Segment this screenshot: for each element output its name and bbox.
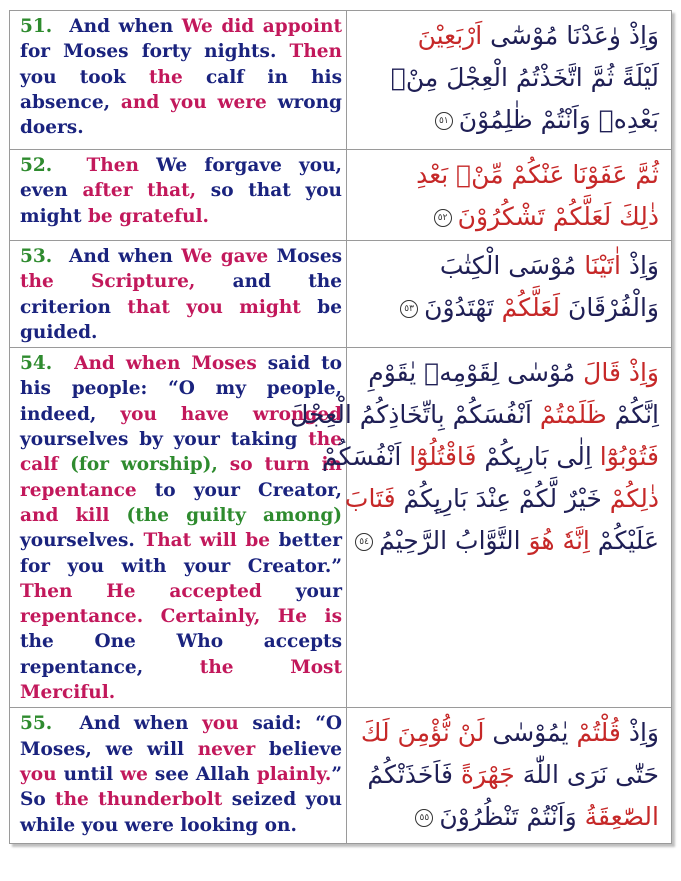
- verse-number: 54.: [20, 353, 53, 375]
- arabic-line: [355, 57, 659, 99]
- translation-segment: to your Creator,: [136, 479, 342, 501]
- translation-segment: until: [56, 763, 121, 785]
- arabic-line: [355, 154, 659, 196]
- arabic-segment: اَرْبَعِيْنَ: [417, 21, 483, 50]
- ayah-number-icon: ٥٢: [434, 209, 452, 227]
- translation-segment: be guided.: [20, 296, 342, 343]
- arabic-segment: وَاَنْتُمْ تَنْظُرُوْنَ: [439, 802, 585, 832]
- arabic-line: [355, 99, 659, 141]
- arabic-segment: اِنَّكُمْ: [606, 400, 659, 430]
- arabic-line: [355, 796, 659, 838]
- arabic-segment: وَاِذْ: [620, 718, 659, 748]
- arabic-line: [322, 436, 659, 478]
- verse-row: [10, 348, 672, 708]
- translation-segment: the: [149, 66, 183, 88]
- translation-segment: the thunderbolt: [55, 789, 223, 811]
- arabic-text: [347, 150, 672, 241]
- translation-segment: We gave: [181, 246, 269, 267]
- translation-segment: And when: [69, 16, 182, 37]
- arabic-segment: جَهْرَةً: [460, 760, 515, 790]
- verse-number: 55.: [20, 713, 53, 735]
- arabic-line: [355, 754, 659, 796]
- english-translation: [10, 241, 347, 348]
- arabic-segment: فَتَابَ: [344, 484, 396, 514]
- translation-segment: seized you while you were looking on.: [20, 789, 343, 836]
- verse-number: 53.: [20, 246, 53, 267]
- arabic-line: [355, 287, 659, 329]
- translation-segment: the calf: [20, 429, 342, 476]
- verse-row: [10, 708, 672, 844]
- arabic-segment: وَاِذْ: [620, 251, 659, 280]
- arabic-segment: قَالَ: [583, 358, 621, 388]
- arabic-line: [355, 712, 659, 754]
- arabic-segment: اَنْفُسَكُمْ: [322, 442, 410, 472]
- arabic-segment: ذٰلِكُمْ: [609, 484, 659, 514]
- translation-segment: after that,: [82, 180, 197, 202]
- arabic-line: [355, 196, 659, 238]
- arabic-segment: عَلَيْكُمْ: [589, 526, 659, 556]
- arabic-segment: اٰتَيْنَا: [584, 251, 621, 280]
- arabic-segment: وَالْفُرْقَانَ: [560, 293, 659, 322]
- arabic-text: [347, 241, 672, 348]
- translation-segment: Moses: [191, 353, 257, 375]
- arabic-segment: اِلٰى بَارِىِٕكُمْ: [476, 442, 600, 472]
- arabic-line: [355, 352, 659, 394]
- arabic-segment: مُوْسَى الْكِتٰبَ: [439, 251, 585, 280]
- translation-segment: ” So: [20, 763, 342, 811]
- translation-segment: so that you might: [20, 180, 342, 227]
- ayah-number-icon: ٥٥: [415, 809, 433, 827]
- arabic-segment: خَيْرٌ لَّكُمْ عِنْدَ بَارِىِٕكُمْ: [395, 484, 610, 514]
- translation-segment: And when: [69, 246, 182, 267]
- translation-segment: Moses: [268, 246, 343, 267]
- translation-segment: We did appoint: [181, 16, 342, 37]
- translation-segment: see Allah: [147, 763, 257, 785]
- english-translation: [10, 708, 347, 844]
- translation-segment: And when: [79, 713, 203, 735]
- translation-segment: yourselves by your taking: [20, 429, 309, 451]
- translation-segment: and the criterion: [20, 271, 342, 318]
- arabic-segment: مُوْسٰى لِقَوْمِهٖ يٰقَوْمِ: [368, 358, 584, 388]
- arabic-segment: لَنْ نُّؤْمِنَ لَكَ: [360, 718, 485, 748]
- arabic-segment: فَاَخَذَتْكُمُ: [367, 760, 461, 790]
- translation-segment: the One Who accepts repentance,: [20, 631, 342, 678]
- translation-segment: Then: [289, 41, 342, 63]
- translation-segment: Then: [86, 155, 139, 176]
- translation-segment: your: [261, 580, 342, 602]
- verse-row: [10, 11, 672, 150]
- verse-number: 51.: [20, 16, 53, 37]
- arabic-segment: ذٰلِكَ لَعَلَّكُمْ تَشْكُرُوْنَ: [457, 202, 659, 231]
- arabic-segment: ثُمَّ عَفَوْنَا عَنْكُمْ مِّنْۢ بَعْدِ: [416, 160, 659, 189]
- translation-segment: and you were: [120, 91, 267, 113]
- translation-segment: you: [20, 763, 57, 785]
- arabic-segment: فَتُوْبُوْٓا: [599, 442, 659, 472]
- translation-segment: never: [197, 738, 256, 760]
- arabic-segment: التَّوَّابُ الرَّحِيْمُ: [379, 526, 529, 556]
- translation-segment: for Moses forty nights.: [20, 41, 290, 63]
- arabic-segment: لَيْلَةً ثُمَّ اتَّخَذْتُمُ الْعِجْلَ مِنْۢ: [390, 63, 659, 92]
- translation-segment: said: “O Moses, we will: [20, 713, 342, 760]
- arabic-segment: ظَلَمْتُمْ: [539, 400, 607, 430]
- arabic-segment: اَنْفُسَكُمْ بِاتِّخَاذِكُمُ الْعِجْلَ: [290, 400, 540, 430]
- verse-table: [9, 10, 672, 844]
- arabic-segment: فَاقْتُلُوْٓا: [409, 442, 477, 472]
- arabic-line: [355, 520, 659, 562]
- arabic-segment: اِنَّهٗ هُوَ: [528, 526, 590, 556]
- verse-row: [10, 241, 672, 348]
- translation-segment: wrong doers.: [20, 91, 342, 139]
- translation-segment: you have wronged: [120, 403, 342, 425]
- verse-row: [10, 150, 672, 241]
- arabic-segment: بَعْدِهٖ وَاَنْتُمْ ظٰلِمُوْنَ: [458, 105, 659, 134]
- translation-segment: the Scripture,: [20, 271, 196, 293]
- arabic-segment: حَتّٰى نَرَى اللّٰهَ: [514, 760, 659, 790]
- arabic-segment: الصّٰعِقَةُ: [584, 802, 659, 832]
- translation-segment: We forgave you, even: [20, 155, 342, 202]
- translation-segment: be grateful.: [87, 205, 209, 227]
- translation-segment: plainly.: [256, 763, 332, 785]
- translation-segment: that you might: [127, 296, 301, 318]
- arabic-line: [290, 394, 659, 436]
- translation-segment: That will be: [143, 530, 271, 552]
- ayah-number-icon: ٥١: [435, 112, 453, 130]
- translation-segment: Then He accepted: [20, 580, 262, 602]
- translation-segment: and kill: [20, 504, 110, 526]
- arabic-segment: يٰمُوْسٰى: [484, 718, 577, 748]
- arabic-segment: وَاِذْ: [620, 358, 659, 388]
- arabic-segment: تَهْتَدُوْنَ: [424, 293, 502, 322]
- translation-segment: (for worship),: [58, 454, 218, 476]
- translation-segment: the Most Merciful.: [20, 656, 342, 704]
- translation-segment: calf in his absence,: [20, 66, 343, 113]
- arabic-text: [347, 708, 672, 844]
- translation-segment: (the guilty among): [109, 504, 343, 526]
- translation-segment: believe: [255, 738, 342, 760]
- translation-segment: repentance. Certainly, He is: [20, 606, 342, 628]
- arabic-line: [355, 245, 659, 287]
- arabic-segment: قُلْتُمْ: [576, 718, 621, 748]
- translation-segment: yourselves.: [20, 530, 144, 552]
- arabic-line: [344, 478, 659, 520]
- verse-number: 52.: [20, 155, 53, 176]
- arabic-segment: وَاِذْ وٰعَدْنَا مُوْسٰٓى: [482, 21, 659, 50]
- arabic-segment: لَعَلَّكُمْ: [501, 293, 561, 322]
- translation-segment: you took: [20, 66, 149, 88]
- ayah-number-icon: ٥٤: [355, 533, 373, 551]
- english-translation: [10, 150, 347, 241]
- translation-segment: we: [120, 763, 148, 785]
- arabic-line: [355, 15, 659, 57]
- arabic-text: [347, 11, 672, 150]
- translation-segment: you: [202, 713, 239, 735]
- translation-segment: And when: [74, 353, 192, 375]
- ayah-number-icon: ٥٣: [400, 300, 418, 318]
- translation-segment: so turn in repentance: [20, 454, 343, 501]
- english-translation: [10, 11, 347, 150]
- translation-segment: better for you with your Creator.”: [20, 530, 342, 577]
- translation-segment: said to his people: “O my people, indeed,: [20, 353, 342, 425]
